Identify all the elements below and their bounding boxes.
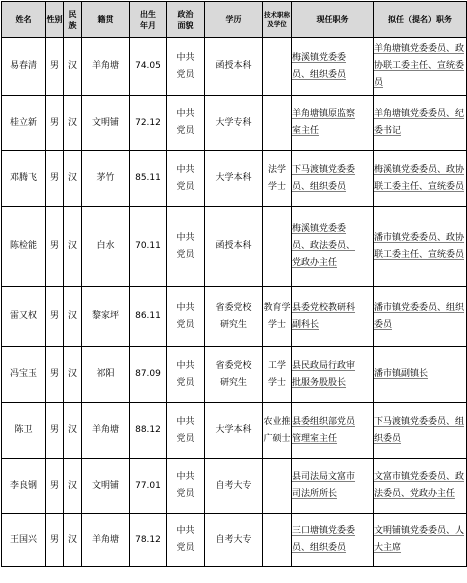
cell-education: 大学本科 bbox=[205, 151, 263, 207]
cell-gender: 男 bbox=[46, 38, 64, 96]
cell-birth: 78.12 bbox=[130, 514, 167, 567]
table-row bbox=[2, 151, 467, 207]
table-row bbox=[2, 287, 467, 347]
cell-ethnicity: 汉 bbox=[64, 96, 82, 151]
cell-gender: 男 bbox=[46, 514, 64, 567]
cell-gender: 男 bbox=[46, 151, 64, 207]
header-name: 姓名 bbox=[2, 2, 46, 38]
table-row bbox=[2, 207, 467, 287]
cell-native_place: 羊角塘 bbox=[82, 514, 130, 567]
cell-birth: 88.12 bbox=[130, 403, 167, 459]
cell-ethnicity: 汉 bbox=[64, 207, 82, 287]
cell-current: 县委党校教研科 副科长 bbox=[292, 287, 374, 347]
cell-birth: 77.01 bbox=[130, 459, 167, 514]
cell-education: 省委党校 研究生 bbox=[205, 347, 263, 403]
cell-degree: 教育学 学士 bbox=[263, 287, 292, 347]
cell-name: 邓腾飞 bbox=[2, 151, 46, 207]
header-gender: 性别 bbox=[46, 2, 64, 38]
cell-degree bbox=[263, 207, 292, 287]
cell-proposed: 梅溪镇党委委员、政协 联工委主任、宣统委员 bbox=[374, 151, 467, 207]
cell-native_place: 黎家坪 bbox=[82, 287, 130, 347]
header-current-post: 现任职务 bbox=[292, 2, 374, 38]
cell-name: 陈检能 bbox=[2, 207, 46, 287]
cell-education: 函授本科 bbox=[205, 207, 263, 287]
cell-degree bbox=[263, 96, 292, 151]
table-row bbox=[2, 38, 467, 96]
cell-gender: 男 bbox=[46, 347, 64, 403]
cell-political: 中共 党员 bbox=[167, 151, 205, 207]
header-proposed-post: 拟任（提名）职务 bbox=[374, 2, 467, 38]
cell-current: 县司法局文富市 司法所所长 bbox=[292, 459, 374, 514]
cell-gender: 男 bbox=[46, 403, 64, 459]
table-row bbox=[2, 514, 467, 567]
cell-education: 大学专科 bbox=[205, 96, 263, 151]
cell-ethnicity: 汉 bbox=[64, 514, 82, 567]
cell-political: 中共 党员 bbox=[167, 38, 205, 96]
cell-ethnicity: 汉 bbox=[64, 38, 82, 96]
header-birth: 出生 年月 bbox=[130, 2, 167, 38]
cell-gender: 男 bbox=[46, 207, 64, 287]
header-education: 学历 bbox=[205, 2, 263, 38]
cell-proposed: 潘市镇党委委员、政协 联工委主任、宣统委员 bbox=[374, 207, 467, 287]
cell-gender: 男 bbox=[46, 459, 64, 514]
cell-degree bbox=[263, 459, 292, 514]
cell-political: 中共 党员 bbox=[167, 287, 205, 347]
cell-current: 羊角塘镇原监察 室主任 bbox=[292, 96, 374, 151]
cell-gender: 男 bbox=[46, 96, 64, 151]
cell-political: 中共 党员 bbox=[167, 514, 205, 567]
header-ethnicity: 民 族 bbox=[64, 2, 82, 38]
cell-ethnicity: 汉 bbox=[64, 403, 82, 459]
cell-native_place: 羊角塘 bbox=[82, 38, 130, 96]
cell-degree: 工学 学士 bbox=[263, 347, 292, 403]
header-degree: 技术职称 及学位 bbox=[263, 2, 292, 38]
cell-proposed: 潘市镇党委委员、组织 委员 bbox=[374, 287, 467, 347]
cell-education: 函授本科 bbox=[205, 38, 263, 96]
cell-political: 中共 党员 bbox=[167, 96, 205, 151]
table-row bbox=[2, 347, 467, 403]
cell-current: 县民政局行政审 批服务股股长 bbox=[292, 347, 374, 403]
table-row bbox=[2, 96, 467, 151]
cell-political: 中共 党员 bbox=[167, 459, 205, 514]
cell-native_place: 文明铺 bbox=[82, 96, 130, 151]
cell-proposed: 下马渡镇党委委员、组 织委员 bbox=[374, 403, 467, 459]
header-native-place: 籍贯 bbox=[82, 2, 130, 38]
cell-gender: 男 bbox=[46, 287, 64, 347]
cell-education: 自考大专 bbox=[205, 514, 263, 567]
cell-name: 易春清 bbox=[2, 38, 46, 96]
cell-proposed: 文富市镇党委委员、政 法委员、党政办主任 bbox=[374, 459, 467, 514]
cell-native_place: 文明铺 bbox=[82, 459, 130, 514]
cell-name: 陈卫 bbox=[2, 403, 46, 459]
cell-birth: 87.09 bbox=[130, 347, 167, 403]
cell-current: 梅溪镇党委委 员、政法委员、 党政办主任 bbox=[292, 207, 374, 287]
cell-political: 中共 党员 bbox=[167, 207, 205, 287]
cell-education: 大学本科 bbox=[205, 403, 263, 459]
cell-birth: 74.05 bbox=[130, 38, 167, 96]
cell-native_place: 祁阳 bbox=[82, 347, 130, 403]
cell-birth: 72.12 bbox=[130, 96, 167, 151]
cell-current: 下马渡镇党委委 员、组织委员 bbox=[292, 151, 374, 207]
cell-ethnicity: 汉 bbox=[64, 347, 82, 403]
cell-name: 李良钢 bbox=[2, 459, 46, 514]
cell-ethnicity: 汉 bbox=[64, 151, 82, 207]
cell-political: 中共 党员 bbox=[167, 347, 205, 403]
cell-proposed: 羊角塘镇党委委员、纪 委书记 bbox=[374, 96, 467, 151]
cell-name: 王国兴 bbox=[2, 514, 46, 567]
cell-degree bbox=[263, 514, 292, 567]
cell-name: 雷又权 bbox=[2, 287, 46, 347]
cell-native_place: 羊角塘 bbox=[82, 403, 130, 459]
cell-ethnicity: 汉 bbox=[64, 459, 82, 514]
cell-name: 冯宝玉 bbox=[2, 347, 46, 403]
cell-birth: 85.11 bbox=[130, 151, 167, 207]
cell-degree bbox=[263, 38, 292, 96]
cell-degree: 法学 学士 bbox=[263, 151, 292, 207]
cell-education: 自考大专 bbox=[205, 459, 263, 514]
cell-ethnicity: 汉 bbox=[64, 287, 82, 347]
header-political: 政治 面貌 bbox=[167, 2, 205, 38]
cell-political: 中共 党员 bbox=[167, 403, 205, 459]
cell-proposed: 羊角塘镇党委委员、政 协联工委主任、宣统委 员 bbox=[374, 38, 467, 96]
cell-proposed: 文明铺镇党委委员、人 大主席 bbox=[374, 514, 467, 567]
cadre-roster-table bbox=[1, 1, 467, 567]
table-row bbox=[2, 459, 467, 514]
cell-current: 县委组织部党员 管理室主任 bbox=[292, 403, 374, 459]
cell-birth: 70.11 bbox=[130, 207, 167, 287]
cell-birth: 86.11 bbox=[130, 287, 167, 347]
table-row bbox=[2, 403, 467, 459]
cell-education: 省委党校 研究生 bbox=[205, 287, 263, 347]
header-row bbox=[2, 2, 467, 38]
cell-current: 三口塘镇党委委 员、组织委员 bbox=[292, 514, 374, 567]
cell-current: 梅溪镇党委委 员、组织委员 bbox=[292, 38, 374, 96]
cell-name: 桂立新 bbox=[2, 96, 46, 151]
cell-native_place: 白水 bbox=[82, 207, 130, 287]
cell-native_place: 茅竹 bbox=[82, 151, 130, 207]
cell-degree: 农业推 广硕士 bbox=[263, 403, 292, 459]
cell-proposed: 潘市镇副镇长 bbox=[374, 347, 467, 403]
